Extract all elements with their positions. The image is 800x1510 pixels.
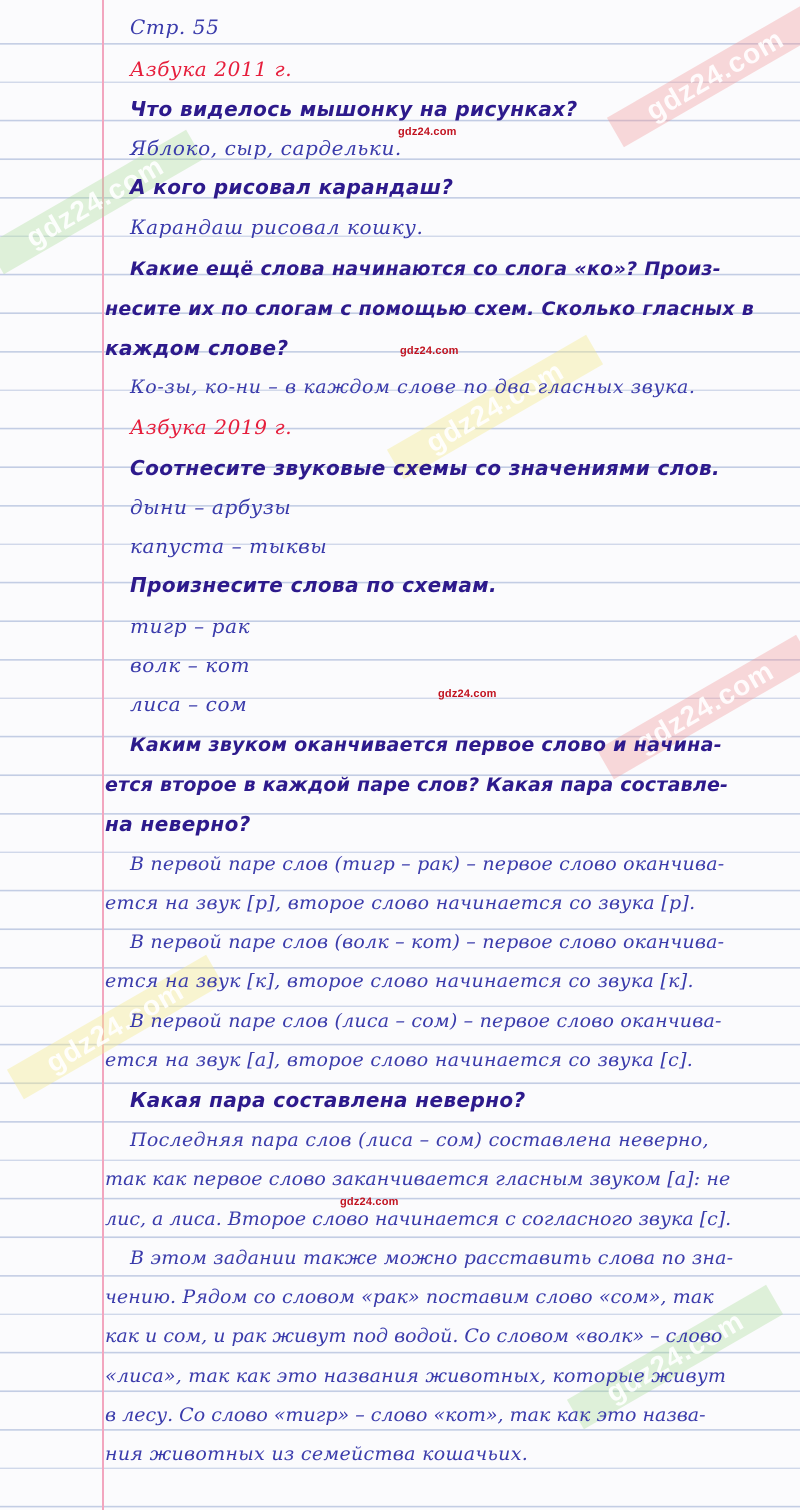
question-line: Что виделось мышонку на рисунках? bbox=[130, 97, 578, 121]
question-line: Соотнесите звуковые схемы со значениями слов. bbox=[130, 456, 721, 480]
answer-line: лис, а лиса. Второе слово начинается с согласного звука [с]. bbox=[105, 1208, 732, 1230]
answer-line: Ко-зы, ко-ни – в каждом слове по два гласных звука. bbox=[130, 376, 696, 398]
answer-line: Последняя пара слов (лиса – сом) составлена неверно, bbox=[130, 1129, 709, 1151]
question-line: А кого рисовал карандаш? bbox=[130, 175, 454, 199]
answer-line: в лесу. Со слово «тигр» – слово «кот», так как это назва- bbox=[105, 1404, 706, 1426]
answer-line: ется на звук [к], второе слово начинается со звука [к]. bbox=[105, 970, 694, 992]
answer-line: так как первое слово заканчивается гласным звуком [а]: не bbox=[105, 1168, 731, 1190]
watermark-small: gdz24.com bbox=[398, 126, 457, 138]
watermark-band: gdz24.com bbox=[597, 635, 800, 779]
page-number: Стр. 55 bbox=[130, 15, 220, 39]
watermark-small: gdz24.com bbox=[400, 345, 459, 357]
answer-line: ния животных из семейства кошачьих. bbox=[105, 1443, 529, 1465]
question-line: Произнесите слова по схемам. bbox=[130, 573, 497, 597]
answer-line: ется на звук [р], второе слово начинается со звука [р]. bbox=[105, 892, 696, 914]
answer-line: Карандаш рисовал кошку. bbox=[130, 215, 424, 239]
answer-line: Яблоко, сыр, сардельки. bbox=[130, 136, 402, 160]
answer-line: В первой паре слов (лиса – сом) – первое слово оканчива- bbox=[130, 1010, 722, 1032]
answer-line: капуста – тыквы bbox=[130, 534, 328, 558]
watermark-small: gdz24.com bbox=[438, 688, 497, 700]
answer-line: В первой паре слов (волк – кот) – первое слово оканчива- bbox=[130, 931, 725, 953]
question-line: Какая пара составлена неверно? bbox=[130, 1088, 526, 1112]
question-line: Каким звуком оканчивается первое слово и начина- bbox=[130, 734, 722, 756]
watermark-band: gdz24.com bbox=[7, 955, 223, 1099]
answer-line: дыни – арбузы bbox=[130, 495, 292, 519]
answer-line: В первой паре слов (тигр – рак) – первое слово оканчива- bbox=[130, 853, 725, 875]
watermark-band: gdz24.com bbox=[387, 335, 603, 479]
question-line: Какие ещё слова начинаются со слога «ко»? Произ- bbox=[130, 258, 721, 280]
watermark-small: gdz24.com bbox=[340, 1196, 399, 1208]
watermark-band: gdz24.com bbox=[607, 3, 800, 147]
watermark-band: gdz24.com bbox=[0, 130, 203, 274]
question-line: несите их по слогам с помощью схем. Сколько гласных в bbox=[105, 298, 755, 320]
notebook-margin-line bbox=[102, 0, 104, 1510]
section-heading-2011: Азбука 2011 г. bbox=[130, 57, 293, 81]
answer-line: чению. Рядом со словом «рак» поставим слово «сом», так bbox=[105, 1286, 714, 1308]
question-line: каждом слове? bbox=[105, 336, 289, 360]
answer-line: «лиса», так как это названия животных, которые живут bbox=[105, 1365, 727, 1387]
answer-line: тигр – рак bbox=[130, 614, 251, 638]
question-line: на неверно? bbox=[105, 812, 251, 836]
answer-line: В этом задании также можно расставить слова по зна- bbox=[130, 1247, 734, 1269]
section-heading-2019: Азбука 2019 г. bbox=[130, 415, 293, 439]
answer-line: как и сом, и рак живут под водой. Со словом «волк» – слово bbox=[105, 1325, 723, 1347]
answer-line: лиса – сом bbox=[130, 692, 248, 716]
answer-line: ется на звук [а], второе слово начинается со звука [с]. bbox=[105, 1049, 694, 1071]
question-line: ется второе в каждой паре слов? Какая пара составле- bbox=[105, 774, 729, 796]
watermark-band: gdz24.com bbox=[567, 1285, 783, 1429]
answer-line: волк – кот bbox=[130, 653, 251, 677]
